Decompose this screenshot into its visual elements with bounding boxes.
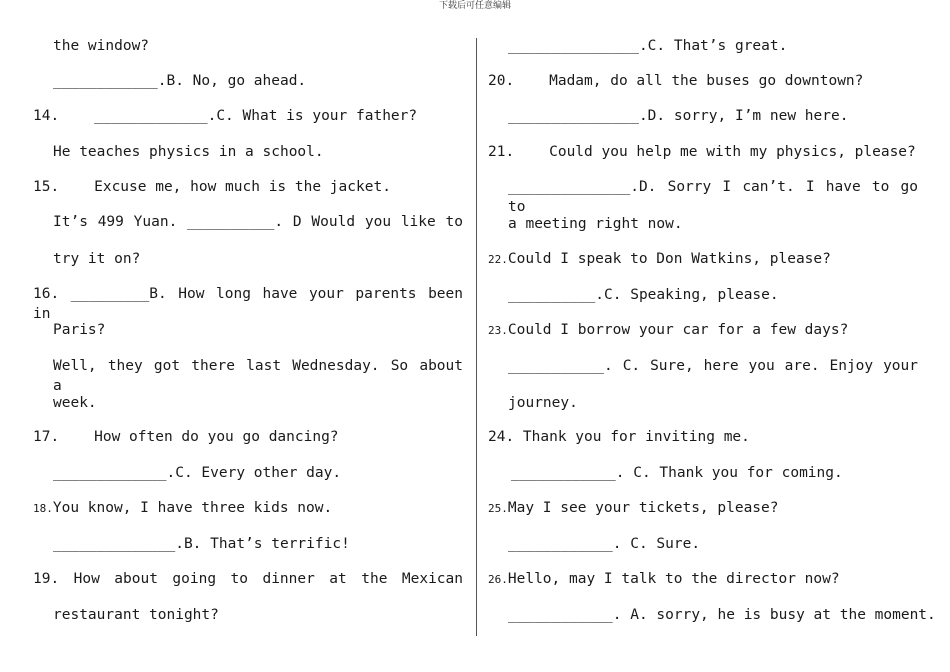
- text-line: ___________. C. Sure, here you are. Enjoy your: [508, 358, 918, 374]
- question-number: 26.: [488, 573, 508, 586]
- question-text: Could I speak to Don Watkins, please?: [507, 251, 831, 267]
- text-line: Paris?: [53, 322, 106, 338]
- text-line: 24. Thank you for inviting me.: [488, 429, 750, 445]
- text-line: __________.C. Speaking, please.: [508, 287, 779, 303]
- text-line: journey.: [508, 395, 578, 411]
- text-line: try it on?: [53, 251, 141, 267]
- question-text: You know, I have three kids now.: [52, 500, 333, 516]
- question-text: May I see your tickets, please?: [507, 500, 779, 516]
- text-line: 14. _____________.C. What is your father?: [33, 108, 418, 124]
- text-line: [33, 498, 332, 519]
- text-line: 15. Excuse me, how much is the jacket.: [33, 179, 391, 195]
- question-number: 23.: [488, 324, 508, 337]
- text-line: ______________.D. Sorry I can’t. I have to go to: [508, 179, 918, 215]
- text-line: 17. How often do you go dancing?: [33, 429, 339, 445]
- text-line: ____________. C. Thank you for coming.: [511, 465, 843, 481]
- question-text: Could I borrow your car for a few days?: [507, 322, 849, 338]
- text-line: _______________.D. sorry, I’m new here.: [508, 108, 849, 124]
- text-line: [488, 320, 848, 341]
- text-line: 16. _________B. How long have your parents been in: [33, 286, 463, 322]
- text-line: _______________.C. That’s great.: [508, 38, 788, 54]
- text-line: [488, 569, 840, 590]
- text-line: a meeting right now.: [508, 216, 683, 232]
- text-line: It’s 499 Yuan. __________. D Would you like to: [53, 214, 463, 230]
- text-line: the window?: [53, 38, 150, 54]
- text-line: [488, 498, 779, 519]
- question-number: 25.: [488, 502, 508, 515]
- text-line: restaurant tonight?: [53, 607, 219, 623]
- question-text: Hello, may I talk to the director now?: [507, 571, 840, 587]
- text-line: [488, 249, 831, 270]
- text-line: week.: [53, 395, 97, 411]
- text-line: ______________.B. That’s terrific!: [53, 536, 350, 552]
- text-line: 20. Madam, do all the buses go downtown?: [488, 73, 864, 89]
- page-header: 下载后可任意编辑: [438, 1, 511, 11]
- question-number: 18.: [33, 502, 53, 515]
- text-line: ____________. A. sorry, he is busy at the moment.: [508, 607, 936, 623]
- text-line: He teaches physics in a school.: [53, 144, 324, 160]
- text-line: Well, they got there last Wednesday. So about a: [53, 358, 463, 394]
- text-line: _____________.C. Every other day.: [53, 465, 342, 481]
- text-line: ____________.B. No, go ahead.: [53, 73, 307, 89]
- text-line: 21. Could you help me with my physics, please?: [488, 144, 916, 160]
- question-number: 22.: [488, 253, 508, 266]
- column-divider: [476, 38, 477, 636]
- text-line: 19. How about going to dinner at the Mexican: [33, 571, 463, 587]
- text-line: ____________. C. Sure.: [508, 536, 701, 552]
